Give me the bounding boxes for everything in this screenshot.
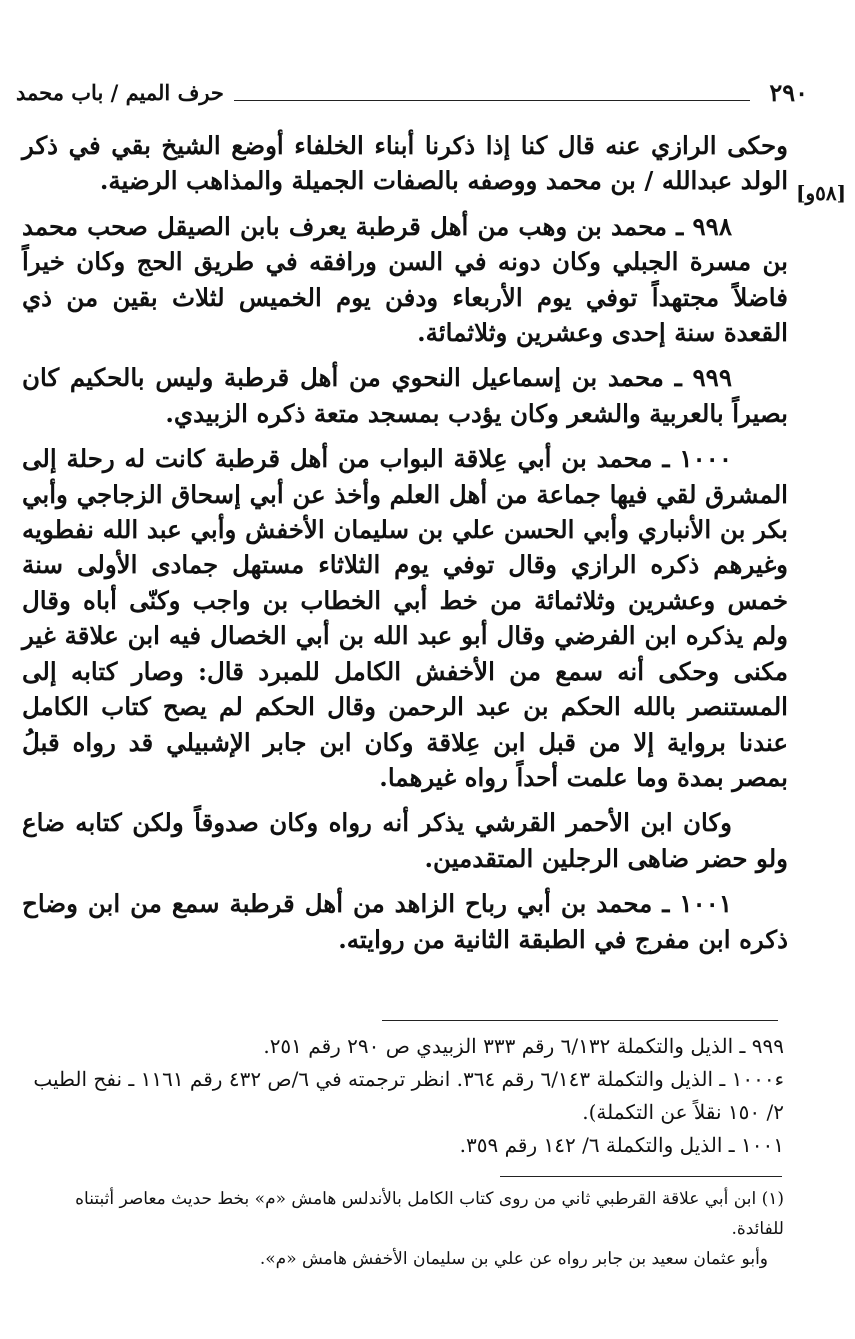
footnote-1: (١) ابن أبي علاقة القرطبي ثاني من روى كتاب الكامل بالأندلس هامش «م» بخط حديث معاصر أثبتناه للفائدة. xyxy=(75,1189,784,1239)
margin-folio-note: [٥٨و] xyxy=(796,181,847,205)
entry-998: ٩٩٨ ـ محمد بن وهب من أهل قرطبة يعرف بابن الصيقل صحب محمد بن مسرة الجبلي وكان دونه في السن ورافقه في طريق الحج وكان خيراً فاضلاً مجتهداً توفي يوم الأربعاء ودفن يوم الخميس لثلاث بقين من ذي القعدة سنة إحدى وعشرين وثلاثمائة. xyxy=(22,211,788,348)
entry-1000-continued: وكان ابن الأحمر القرشي يذكر أنه رواه وكان صدوقاً ولكن كتابه ضاع ولو حضر ضاهى الرجلين المتقدمين. xyxy=(22,808,788,873)
header-rule xyxy=(234,100,750,101)
entry-999: ٩٩٩ ـ محمد بن إسماعيل النحوي من أهل قرطبة وليس بالحكيم كان بصيراً بالعربية والشعر وكان يؤدب بمسجد متعة ذكره الزبيدي. xyxy=(22,363,788,428)
footnotes xyxy=(22,1184,784,1274)
entry-1000: ١٠٠٠ ـ محمد بن أبي عِلاقة البواب من أهل قرطبة كانت له رحلة إلى المشرق لقي فيها جماعة من أهل العلم وأخذ عن أبي إسحاق الزجاجي وأبي بكر بن الأنباري وأبي الحسن علي بن سليمان الأخفش وأبي عبد الله نفطويه وغيرهم ذكره الرازي وقال توفي يوم الثلاثاء مستهل جمادى الأولى سنة خمس وعشرين وثلاثمائة من خط أبي الخطاب بن واجب وكنّى أباه وقال ولم يذكره ابن الفرضي وقال أبو عبد الله بن أبي الخصال فيه ابن علاقة غير مكنى وحكى أنه سمع من الأخفش الكامل للمبرد قال: وصار كتابه إلى المستنصر بالله الحكم بن عبد الرحمن وقال الحكم لم يصح كتاب الكامل عندنا برواية إلا من قبل ابن عِلاقة وكان ابن جابر الإشبيلي قد رواه قبلُ بمصر بمدة وما علمت أحداً رواه غيرهما. xyxy=(22,444,788,792)
source-notes xyxy=(22,1030,784,1162)
note-1001: ١٠٠١ ـ الذيل والتكملة ٦/ ١٤٢ رقم ٣٥٩. xyxy=(459,1133,784,1157)
note-999: ٩٩٩ ـ الذيل والتكملة ٦/١٣٢ رقم ٣٣٣ الزبيدي ص ٢٩٠ رقم ٢٥١. xyxy=(263,1034,784,1058)
main-text xyxy=(22,128,788,967)
paragraph-continuation: وحكى الرازي عنه قال كنا إذا ذكرنا أبناء الخلفاء أوضع الشيخ بقي في ذكر الولد عبدالله / بن محمد ووصفه بالصفات الجميلة والمذاهب الرضية. xyxy=(22,131,788,196)
notes-divider xyxy=(382,1020,778,1021)
page-number: ٢٩٠ xyxy=(769,78,808,107)
footnotes-divider xyxy=(500,1176,782,1177)
page-header xyxy=(16,78,808,112)
entry-1001: ١٠٠١ ـ محمد بن أبي رباح الزاهد من أهل قرطبة سمع من ابن وضاح ذكره ابن مفرج في الطبقة الثانية من روايته. xyxy=(22,889,788,954)
footnote-1-continued: وأبو عثمان سعيد بن جابر رواه عن علي بن سليمان الأخفش هامش «م». xyxy=(259,1249,768,1269)
note-1000: ء١٠٠٠ ـ الذيل والتكملة ٦/١٤٣ رقم ٣٦٤. انظر ترجمته في ٦/ص ٤٣٢ رقم ١١٦١ ـ نفح الطيب ٢/ ١٥٠ نقلاً عن التكملة). xyxy=(33,1067,784,1124)
running-title: حرف الميم / باب محمد xyxy=(16,80,224,105)
